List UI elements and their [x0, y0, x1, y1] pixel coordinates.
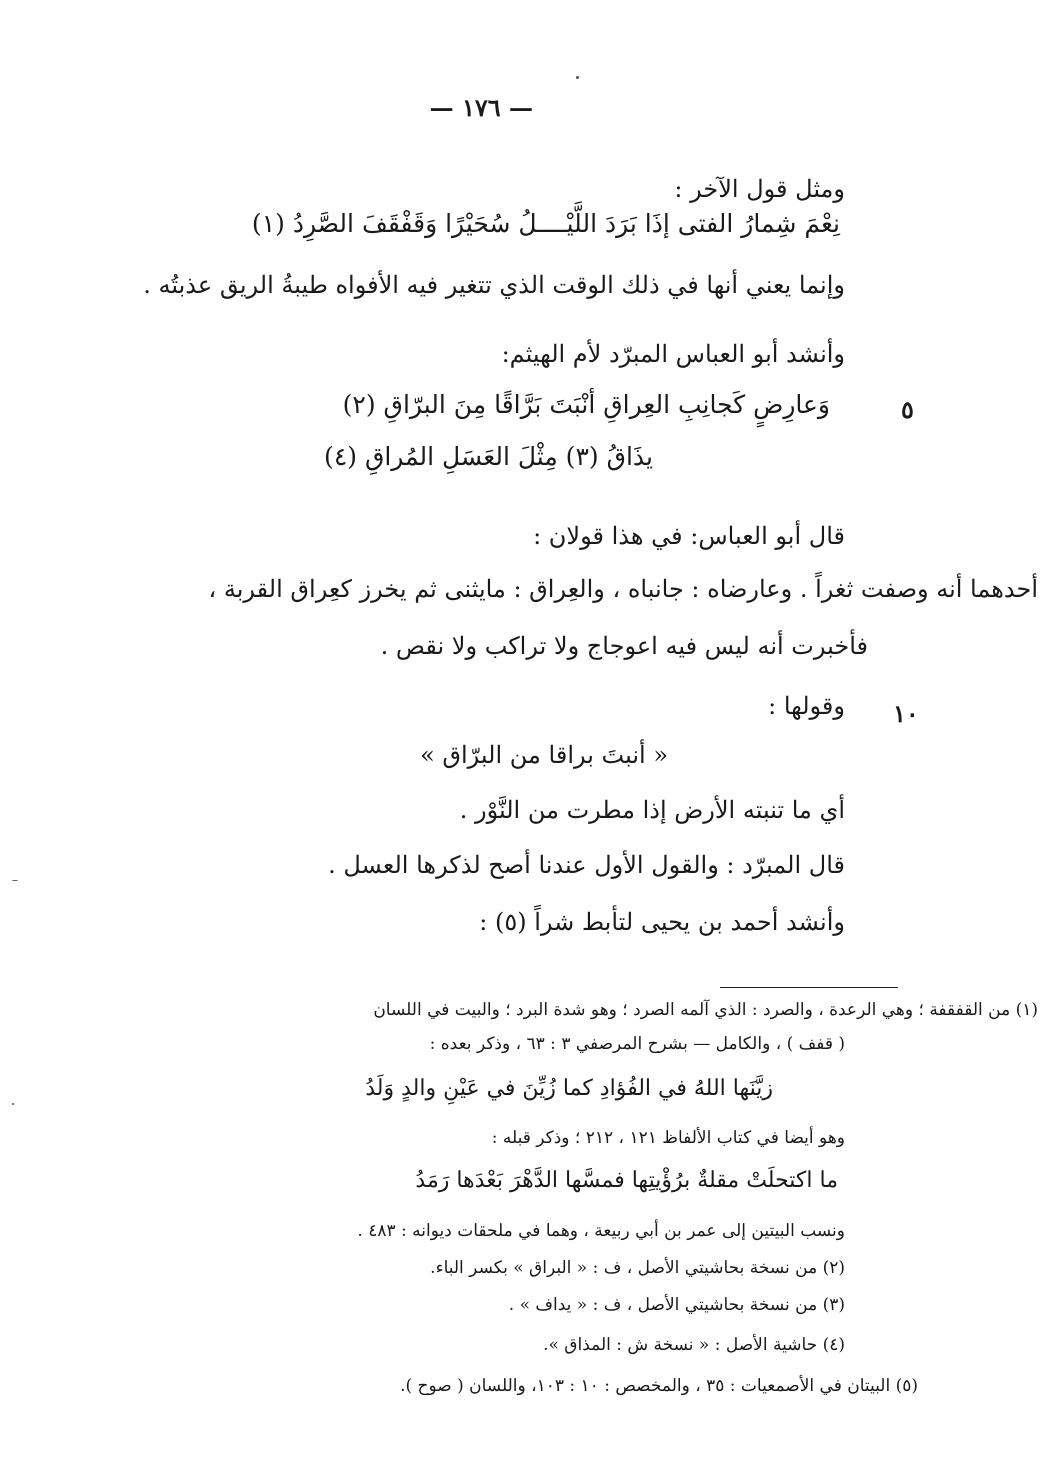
scan-speck	[576, 76, 579, 79]
text-line-two-opinions: قال أبو العباس: في هذا قولان :	[533, 522, 845, 550]
verse-2-second-line: يذَاقُ (٣) مِثْلَ العَسَلِ المُراقِ (٤)	[324, 442, 653, 471]
footnote-1-line-b: ( قفف ) ، والكامل — بشرح المرصفي ٣ : ٦٣ ، وذكر بعده :	[429, 1034, 845, 1054]
text-line-quoted-hemistich: « أنبتَ براقا من البرّاق »	[420, 741, 668, 769]
footnote-2: (٢) من نسخة بحاشيتي الأصل ، ف : « البراق » بكسر الباء.	[430, 1258, 845, 1278]
scan-speck	[12, 880, 18, 881]
footnote-4: (٤) حاشية الأصل : « نسخة ش : المذاق ».	[543, 1335, 845, 1355]
verse-2-first-line: وَعارِضٍ كَجانِبِ العِراقِ أنْبَتَ بَرَّاقًا مِنَ البرّاقِ (٢)	[342, 390, 830, 419]
footnote-separator	[720, 987, 898, 988]
margin-number-five: ٥	[901, 395, 914, 424]
text-line-mubarrad-verdict: قال المبرّد : والقول الأول عندنا أصح لذكرها العسل .	[328, 851, 845, 879]
page-number: — ١٧٦ —	[429, 93, 533, 122]
footnote-1-verse-1: زيَّنَها اللهُ في الفُؤادِ كما زُيِّنَ في عَيْنِ والدٍ وَلَدُ	[365, 1076, 773, 1101]
text-line-first-opinion: أحدهما أنه وصفت ثغراً . وعارضاه : جانباه ، والعِراق : مايثنى ثم يخرز كعِراق القربة ،	[208, 575, 1038, 603]
text-line-her-saying: وقولها :	[768, 692, 845, 720]
margin-number-ten: ١٠	[893, 699, 919, 728]
text-line-intro: ومثل قول الآخر :	[674, 175, 845, 203]
text-line-attribution: وأنشد أبو العباس المبرّد لأم الهيثم:	[501, 340, 845, 368]
text-line-next-attribution: وأنشد أحمد بن يحيى لتأبط شراً (٥) :	[479, 908, 845, 936]
footnote-1-verse-2: ما اكتحلَتْ مقلةٌ برُؤْيتِها فمسَّها الدَّهْرَ بَعْدَها رَمَدُ	[415, 1168, 838, 1193]
footnote-1-line-d: ونسب البيتين إلى عمر بن أبي ربيعة ، وهما في ملحقات ديوانه : ٤٨٣ .	[357, 1221, 845, 1241]
text-line-first-opinion-cont: فأخبرت أنه ليس فيه اعوجاج ولا تراكب ولا نقص .	[380, 632, 868, 660]
footnote-3: (٣) من نسخة بحاشيتي الأصل ، ف : « يداف » .	[508, 1295, 845, 1315]
scan-speck	[12, 1103, 14, 1105]
verse-1: نِعْمَ شِمارُ الفتى إذَا بَرَدَ اللَّيْــــلُ سُحَيْرًا وَقَفْقَفَ الصَّرِدُ (١)	[251, 209, 840, 238]
footnote-1-line-c: وهو أيضا في كتاب الألفاظ ١٢١ ، ٢١٢ ؛ وذكر قبله :	[491, 1128, 845, 1148]
text-line-second-opinion: أي ما تنبته الأرض إذا مطرت من النَّوْر .	[459, 796, 845, 824]
footnote-1-line-a: (١) من القفقفة ؛ وهي الرعدة ، والصرد : الذي آلمه الصرد ؛ وهو شدة البرد ؛ والبيت في اللسان	[373, 1000, 1038, 1020]
text-line-explanation: وإنما يعني أنها في ذلك الوقت الذي تتغير فيه الأفواه طيبةُ الريق عذبتُه .	[143, 271, 845, 299]
footnote-5: (٥) البيتان في الأصمعيات : ٣٥ ، والمخصص : ١٠ : ١٠٣، واللسان ( صوح ).	[400, 1376, 918, 1396]
